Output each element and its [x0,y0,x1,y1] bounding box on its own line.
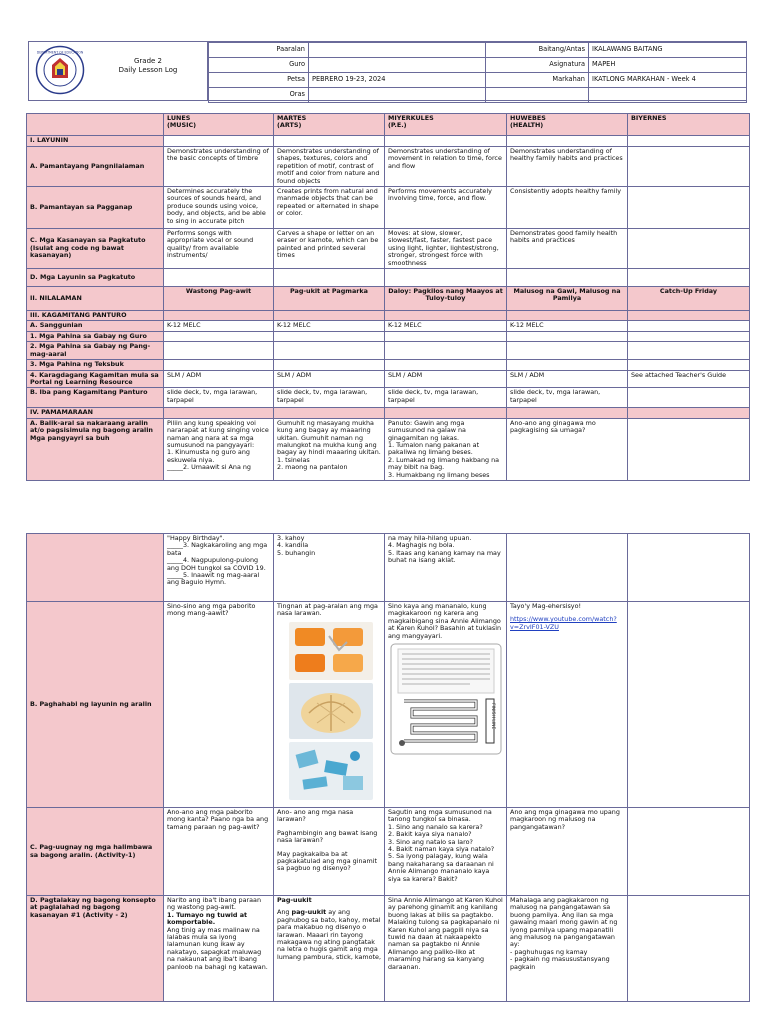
section-label: III. KAGAMITANG PANTURO [27,311,164,321]
header-info-table [208,42,747,103]
row-teacher-guide [27,331,750,341]
cell-tuesday: Creates prints from natural and manmade objects that can be repeated or alternated in shape or color. [274,187,385,229]
cell-thursday: Tayo'y Mag-ehersisyo! https://www.youtube.com/watch?v=ZrvIF01-VZU [507,602,628,808]
cell-tuesday: Pag-uukit Ang pag-uukit ay ang paghubog sa bato, kahoy, metal para makabuo ng disenyo o larawan. Maaari rin tayong makagawa ng ating pangtatak na letra o hugis gamit ang mga lumang pambura, stick, kamote, [274,896,385,1002]
day-header-row [27,114,750,136]
corner-cell [27,114,164,136]
lesson-log-table-continued [26,533,750,1002]
cell-tuesday: Carves a shape or letter on an eraser or kamote, which can be painted and printed several times [274,229,385,269]
lesson-log-table [26,113,750,481]
race-maze-illustration-icon [390,643,502,755]
row-performance-standard [27,187,750,229]
teacher-value [309,58,486,73]
row-label: A. Sanggunian [27,321,164,331]
section-label: II. NILALAMAN [27,287,164,311]
row-label: B. Paghahabi ng layunin ng aralin [27,602,164,808]
cell-thursday: Ano-ano ang ginagawa mo pagkagising sa umaga? [507,418,628,480]
grade-block [93,57,203,75]
page-two [0,520,768,1024]
deped-seal-icon [35,45,85,95]
cell-friday [628,229,750,269]
row-competencies [27,229,750,269]
row-references [27,321,750,331]
cell-tuesday: 3. kahoy 4. kandila 5. buhangin [274,534,385,602]
cell-tuesday: Demonstrates understanding of shapes, textures, colors and repetition of motif, contrast of motif and color from nature and found objects [274,147,385,187]
row-label: C. Pag-uugnay ng mga halimbawa sa bagong aralin. (Activity-1) [27,808,164,896]
cell-thursday: Ano ang mga ginagawa mo upang magkaroon ng malusog na pangangatawan? [507,808,628,896]
row-label: D. Pagtalakay ng bagong konsepto at paglalahad ng bagong kasanayan #1 (Activity - 2) [27,896,164,1002]
row-label: 4. Karagdagang Kagamitan mula sa Portal ng Learning Resource [27,370,164,388]
cell-monday: SLM / ADM [164,370,274,388]
cell-wednesday: slide deck, tv, mga larawan, tarpapel [385,388,507,408]
page-one [0,0,768,490]
cell-monday: Determines accurately the sources of sounds heard, and produce sounds using voice, body, and objects, and be able to sing in accurate pitch [164,187,274,229]
row-learner-guide [27,342,750,360]
cell-friday [628,187,750,229]
cell-tuesday: Pag-ukit at Pagmarka [274,287,385,311]
row-review-continued [27,534,750,602]
logo-box [29,42,208,100]
cell-thursday: Demonstrates understanding of healthy family habits and practices [507,147,628,187]
blank-label [486,88,589,103]
row-label: B. Iba pang Kagamitang Panturo [27,388,164,408]
cell-monday: Sino-sino ang mga paborito mong mang-aawit? [164,602,274,808]
time-label: Oras [209,88,309,103]
finish-line-label: FINISH LINE [490,703,495,730]
header-row [209,73,747,88]
school-value [309,43,486,58]
row-review [27,418,750,480]
header-row [209,58,747,73]
section-row-kagamitan [27,311,750,321]
section-label: I. LAYUNIN [27,136,164,147]
cell-friday [628,321,750,331]
row-label: C. Mga Kasanayan sa Pagkatuto (Isulat ang code ng bawat kasanayan) [27,229,164,269]
cell-wednesday: Sagutin ang mga sumusunod na tanong tungkol sa binasa. 1. Sino ang nanalo sa karera? 2. Bakit kaya siya nanalo? 3. Sino ang natalo sa laro? 4. Bakit naman kaya siya natalo? 5. Sa iyong palagay, kung wala bang nakaharang sa daraanan ni Annie Alimango mananalo kaya siya sa karera? Bakit? [385,808,507,896]
row-presenting-examples [27,808,750,896]
cell-tuesday: Gumuhit ng masayang mukha kung ang bagay ay maaaring ukitan. Gumuhit naman ng malungkot na mukha kung ang bagay ay hindi maaaring ukitan. 1. tsinelas 2. maong na pantalon [274,418,385,480]
cell-monday: K-12 MELC [164,321,274,331]
cell-tuesday: Tingnan at pag-aralan ang mga nasa larawan. [274,602,385,808]
cell-thursday [507,534,628,602]
quarter-label: Markahan [486,73,589,88]
cell-wednesday: Performs movements accurately involving time, force, and flow. [385,187,507,229]
carving-photo-potato-icon [289,683,373,739]
day-header-thursday: HUWEBES (HEALTH) [507,114,628,136]
row-content-standard [27,147,750,187]
cell-friday [628,418,750,480]
cell-friday [628,147,750,187]
cell-tuesday: slide deck, tv, mga larawan, tarpapel [274,388,385,408]
cell-wednesday: na may hila-hilang upuan. 4. Maghagis ng bola. 5. Itaas ang kanang kamay na may buhat na isang aklat. [385,534,507,602]
grade-level-value: IKALAWANG BAITANG [589,43,747,58]
row-label [27,534,164,602]
day-header-monday: LUNES (MUSIC) [164,114,274,136]
log-title: Daily Lesson Log [118,66,178,74]
cell-friday [628,808,750,896]
row-objectives [27,269,750,287]
cell-thursday: Consistently adopts healthy family [507,187,628,229]
row-discussion [27,896,750,1002]
cell-friday [628,896,750,1002]
cell-thursday: Malusog na Gawi, Malusog na Pamilya [507,287,628,311]
quarter-value: IKATLONG MARKAHAN - Week 4 [589,73,747,88]
row-label: 3. Mga Pahina ng Teksbuk [27,360,164,370]
subject-value: MAPEH [589,58,747,73]
subject-label: Asignatura [486,58,589,73]
row-textbook [27,360,750,370]
cell-friday: See attached Teacher's Guide [628,370,750,388]
row-label: A. Pamantayang Pangnilalaman [27,147,164,187]
cell-monday: Demonstrates understanding of the basic concepts of timbre [164,147,274,187]
day-header-tuesday: MARTES (ARTS) [274,114,385,136]
seal-lettering: DEPARTMENT OF EDUCATION [36,50,84,55]
cell-wednesday: Moves: at slow, slower, slowest/fast, faster, fastest pace using light, lighter, lightest/strong, stronger, strongest force with smoothness [385,229,507,269]
header-row [209,88,747,103]
cell-thursday: slide deck, tv, mga larawan, tarpapel [507,388,628,408]
cell-tuesday [274,269,385,287]
cell-tuesday: Ano- ano ang mga nasa larawan? Paghambingin ang bawat isang nasa larawan? May pagkakaiba ba at pagkakatulad ang mga ginamit sa pagbuo ng disenyo? [274,808,385,896]
cell-wednesday: Demonstrates understanding of movement in relation to time, force and flow [385,147,507,187]
row-motivation [27,602,750,808]
grade-label: Grade 2 [133,57,163,65]
section-label: IV. PAMAMARAAN [27,408,164,418]
cell-monday: Ano-ano ang mga paborito mong kanta? Paano nga ba ang tamang paraan ng pag-awit? [164,808,274,896]
cell-monday: Performs songs with appropriate vocal or sound quality/ from available instruments/ [164,229,274,269]
grade-level-label: Baitang/Antas [486,43,589,58]
time-value [309,88,486,103]
carving-photo-orange-icon [289,622,373,680]
cell-monday: slide deck, tv, mga larawan, tarpapel [164,388,274,408]
cell-friday [628,602,750,808]
carving-photo-eraser-icon [289,742,373,800]
row-label: 2. Mga Pahina sa Gabay ng Pang-mag-aaral [27,342,164,360]
row-label: B. Pamantayan sa Pagganap [27,187,164,229]
row-learning-resource [27,370,750,388]
header-row [209,43,747,58]
cell-wednesday: Panuto: Gawin ang mga sumusunod na galaw na ginagamitan ng lakas. 1. Tumalon nang pakanan at pakaliwa ng limang beses. 2. Lumakad ng limang hakbang na may bibit na bag. 3. Humakbang ng limang beses [385,418,507,480]
cell-wednesday: Daloy: Pagkilos nang Maayos at Tuloy-tuloy [385,287,507,311]
cell-tuesday: SLM / ADM [274,370,385,388]
row-content [27,287,750,311]
cell-wednesday [385,269,507,287]
cell-monday: Narito ang iba't ibang paraan ng wastong pag-awit. 1. Tumayo ng tuwid at komportable. Ang tinig ay mas malinaw na lalabas mula sa iyong lalamunan kung ikaw ay nakatayo, sapagkat maluwag na nakaunat ang iba't ibang panloob na bahagi ng katawan. [164,896,274,1002]
teacher-label: Guro [209,58,309,73]
school-label: Paaralan [209,43,309,58]
cell-friday [628,534,750,602]
section-row-pamamaraan [27,408,750,418]
blank-value [589,88,747,103]
section-row-layunin [27,136,750,147]
date-label: Petsa [209,73,309,88]
cell-friday [628,269,750,287]
cell-wednesday: Sina Annie Alimango at Karen Kuhol ay parehong ginamit ang kanilang buong lakas at bilis sa pagtakbo. Malaking tulong sa pagkapanalo ni Karen Kuhol ang pagpili niya sa tuwid na daan at nakaapekto naman sa pagtakbo ni Annie Alimango ang paliko-liko at maraming harang sa kanyang daraanan. [385,896,507,1002]
cell-monday [164,269,274,287]
day-header-friday: BIYERNES [628,114,750,136]
day-header-wednesday: MIYERKULES (P.E.) [385,114,507,136]
cell-thursday: Mahalaga ang pagkakaroon ng malusog na pangangatawan sa buong pamilya. Ang ilan sa mga gawaing maari mong gawin at ng iyong pamilya upang mapanatili ang malusog na pangangatawan ay: - paghuhugas ng kamay - pagkain ng masusustansyang pagkain [507,896,628,1002]
cell-thursday [507,269,628,287]
row-label: 1. Mga Pahina sa Gabay ng Guro [27,331,164,341]
cell-monday: "Happy Birthday". _____3. Nagkakaroling ang mga bata _____4. Nagpupulong-pulong ang DOH tungkol sa COVID 19. _____5. Inaawit ng mag-aaral ang Baguio Hymn. [164,534,274,602]
cell-thursday: Demonstrates good family health habits and practices [507,229,628,269]
cell-thursday: SLM / ADM [507,370,628,388]
cell-friday [628,388,750,408]
cell-wednesday: Sino kaya ang mananalo, kung magkakaroon ng karera ang magkaibigang sina Annie Alimango at Karen Kuhol? Basahin at tuklasin ang mangyayari. FINISH LINE [385,602,507,808]
cell-wednesday: SLM / ADM [385,370,507,388]
date-value: PEBRERO 19-23, 2024 [309,73,486,88]
row-label: D. Mga Layunin sa Pagkatuto [27,269,164,287]
cell-tuesday: K-12 MELC [274,321,385,331]
exercise-video-link[interactable]: https://www.youtube.com/watch?v=ZrvIF01-VZU [510,615,617,631]
cell-friday: Catch-Up Friday [628,287,750,311]
row-other-materials [27,388,750,408]
cell-monday: Wastong Pag-awit [164,287,274,311]
lesson-log-header [28,41,747,101]
row-label: A. Balik-aral sa nakaraang aralin at/o pagsisimula ng bagong aralin Mga pangyayri sa buh [27,418,164,480]
cell-wednesday: K-12 MELC [385,321,507,331]
cell-monday: Piliin ang kung speaking voi nararapat at kung singing voice naman ang nara at sa mga sumusunod na pangyayari: 1. Kinumusta ng guro ang eskuwela niya. _____2. Umaawit si Ana ng [164,418,274,480]
cell-thursday: K-12 MELC [507,321,628,331]
